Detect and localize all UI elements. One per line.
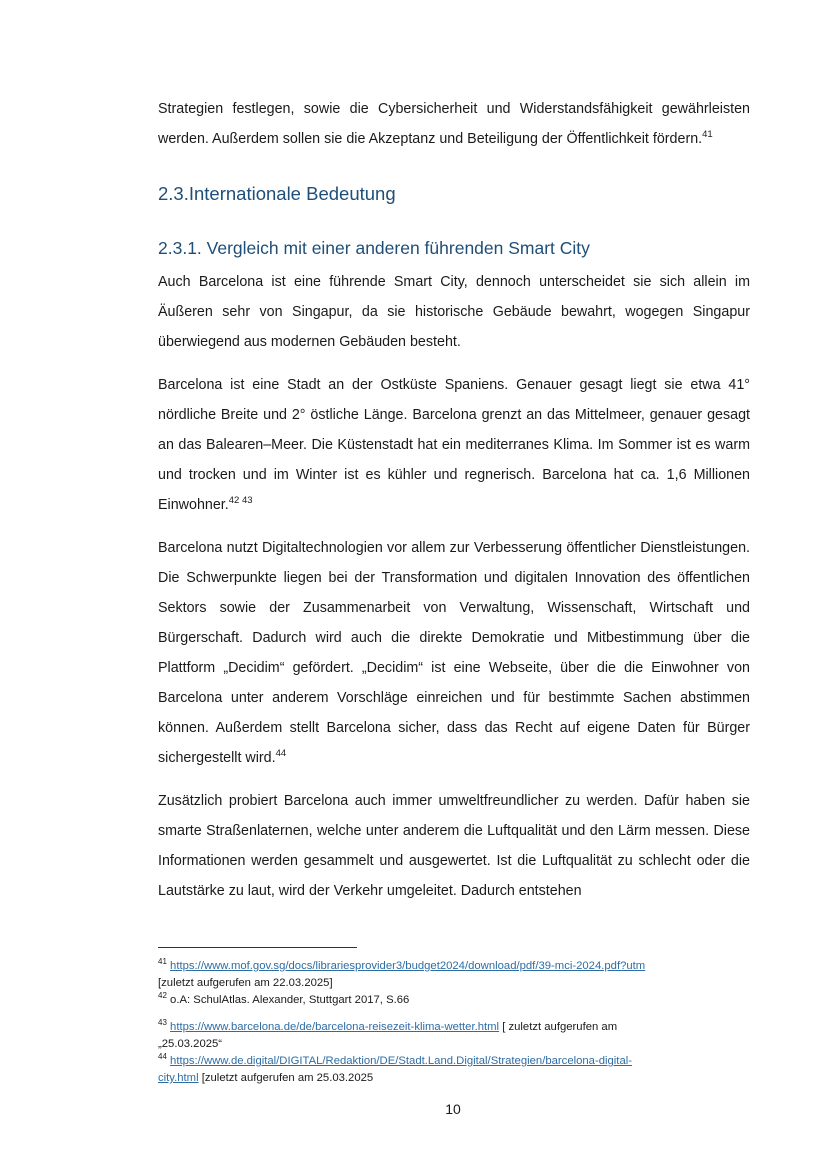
section-heading-2-3-1: 2.3.1. Vergleich mit einer anderen führenden Smart City	[158, 238, 590, 258]
footnote-note: [zuletzt aufgerufen am 22.03.2025]	[158, 977, 333, 989]
document-page	[158, 94, 750, 906]
footnotes	[158, 958, 750, 1087]
footnote-43	[158, 1019, 750, 1053]
footnote-42	[158, 992, 750, 1009]
footnote-text: o.A: SchulAtlas. Alexander, Stuttgart 2017, S.66	[170, 994, 410, 1006]
footnote-ref-42-43[interactable]: 42 43	[228, 495, 253, 507]
footnote-number: 41	[158, 957, 167, 967]
paragraph-barcelona-geography	[158, 370, 750, 520]
footnote-number: 44	[158, 1052, 167, 1062]
footnote-note-date: „25.03.2025“	[158, 1038, 223, 1050]
paragraph-barcelona-digital	[158, 533, 750, 773]
paragraph-barcelona-intro: Auch Barcelona ist eine führende Smart City, dennoch unterscheidet sie sich allein im Äußeren sehr von Singapur, da sie historische Gebäude bewahrt, wogegen Singapur überwiegend aus modernen Gebäuden besteht.	[158, 274, 750, 350]
footnote-separator	[158, 947, 357, 948]
footnote-number: 42	[158, 991, 167, 1001]
footnote-ref-44[interactable]: 44	[275, 748, 287, 760]
intro-paragraph	[158, 94, 750, 154]
footnote-ref-41[interactable]: 41	[702, 129, 713, 141]
footnote-41	[158, 958, 750, 992]
footnote-link-part1[interactable]: https://www.de.digital/DIGITAL/Redaktion/DE/Stadt.Land.Digital/Strategien/barcelona-digital-	[170, 1055, 632, 1067]
footnote-link[interactable]: https://www.barcelona.de/de/barcelona-reisezeit-klima-wetter.html	[170, 1021, 500, 1033]
paragraph-barcelona-environment: Zusätzlich probiert Barcelona auch immer umweltfreundlicher zu werden. Dafür haben sie smarte Straßenlaternen, welche unter anderem die Luftqualität und den Lärm messen. Diese Informationen werden gesammelt und ausgewertet. Ist die Luftqualität zu schlecht oder die Lautstärke zu laut, wird der Verkehr umgeleitet. Dadurch entstehen	[158, 793, 750, 899]
paragraph-geography-text: Barcelona ist eine Stadt an der Ostküste Spaniens. Genauer gesagt liegt sie etwa 41° nördliche Breite und 2° östliche Länge. Barcelona grenzt an das Mittelmeer, genauer gesagt an das Balearen–Meer. Die Küstenstadt hat ein mediterranes Klima. Im Sommer ist es warm und trocken und im Winter ist es kühler und regnerisch. Barcelona hat ca. 1,6 Millionen Einwohner.	[158, 377, 750, 513]
footnote-number: 43	[158, 1018, 167, 1028]
footnote-link[interactable]: https://www.mof.gov.sg/docs/librariesprovider3/budget2024/download/pdf/39-mci-2024.pdf?utm	[170, 960, 646, 972]
page-number: 10	[445, 1101, 461, 1117]
section-heading-2-3: 2.3.Internationale Bedeutung	[158, 183, 396, 204]
paragraph-digital-text: Barcelona nutzt Digitaltechnologien vor allem zur Verbesserung öffentlicher Dienstleistungen. Die Schwerpunkte liegen bei der Transformation und digitalen Innovation des öffentlichen Sektors sowie der Zusammenarbeit von Verwaltung, Wissenschaft, Wirtschaft und Bürgerschaft. Dadurch wird auch die direkte Demokratie und Mitbestimmung über die Plattform „Decidim“ gefördert. „Decidim“ ist eine Webseite, über die die Einwohner von Barcelona unter anderem Vorschläge einreichen und für bestimmte Sachen abstimmen können. Außerdem stellt Barcelona sicher, dass das Recht auf eigene Daten für Bürger sichergestellt wird.	[158, 540, 750, 766]
footnote-note: [ zuletzt aufgerufen am	[502, 1021, 618, 1033]
footnote-44	[158, 1053, 750, 1087]
footnote-link-part2[interactable]: city.html	[158, 1072, 199, 1084]
footnote-note: [zuletzt aufgerufen am 25.03.2025	[201, 1072, 374, 1084]
intro-text: Strategien festlegen, sowie die Cybersicherheit und Widerstandsfähigkeit gewährleisten werden. Außerdem sollen sie die Akzeptanz und Beteiligung der Öffentlichkeit fördern.	[158, 101, 750, 147]
